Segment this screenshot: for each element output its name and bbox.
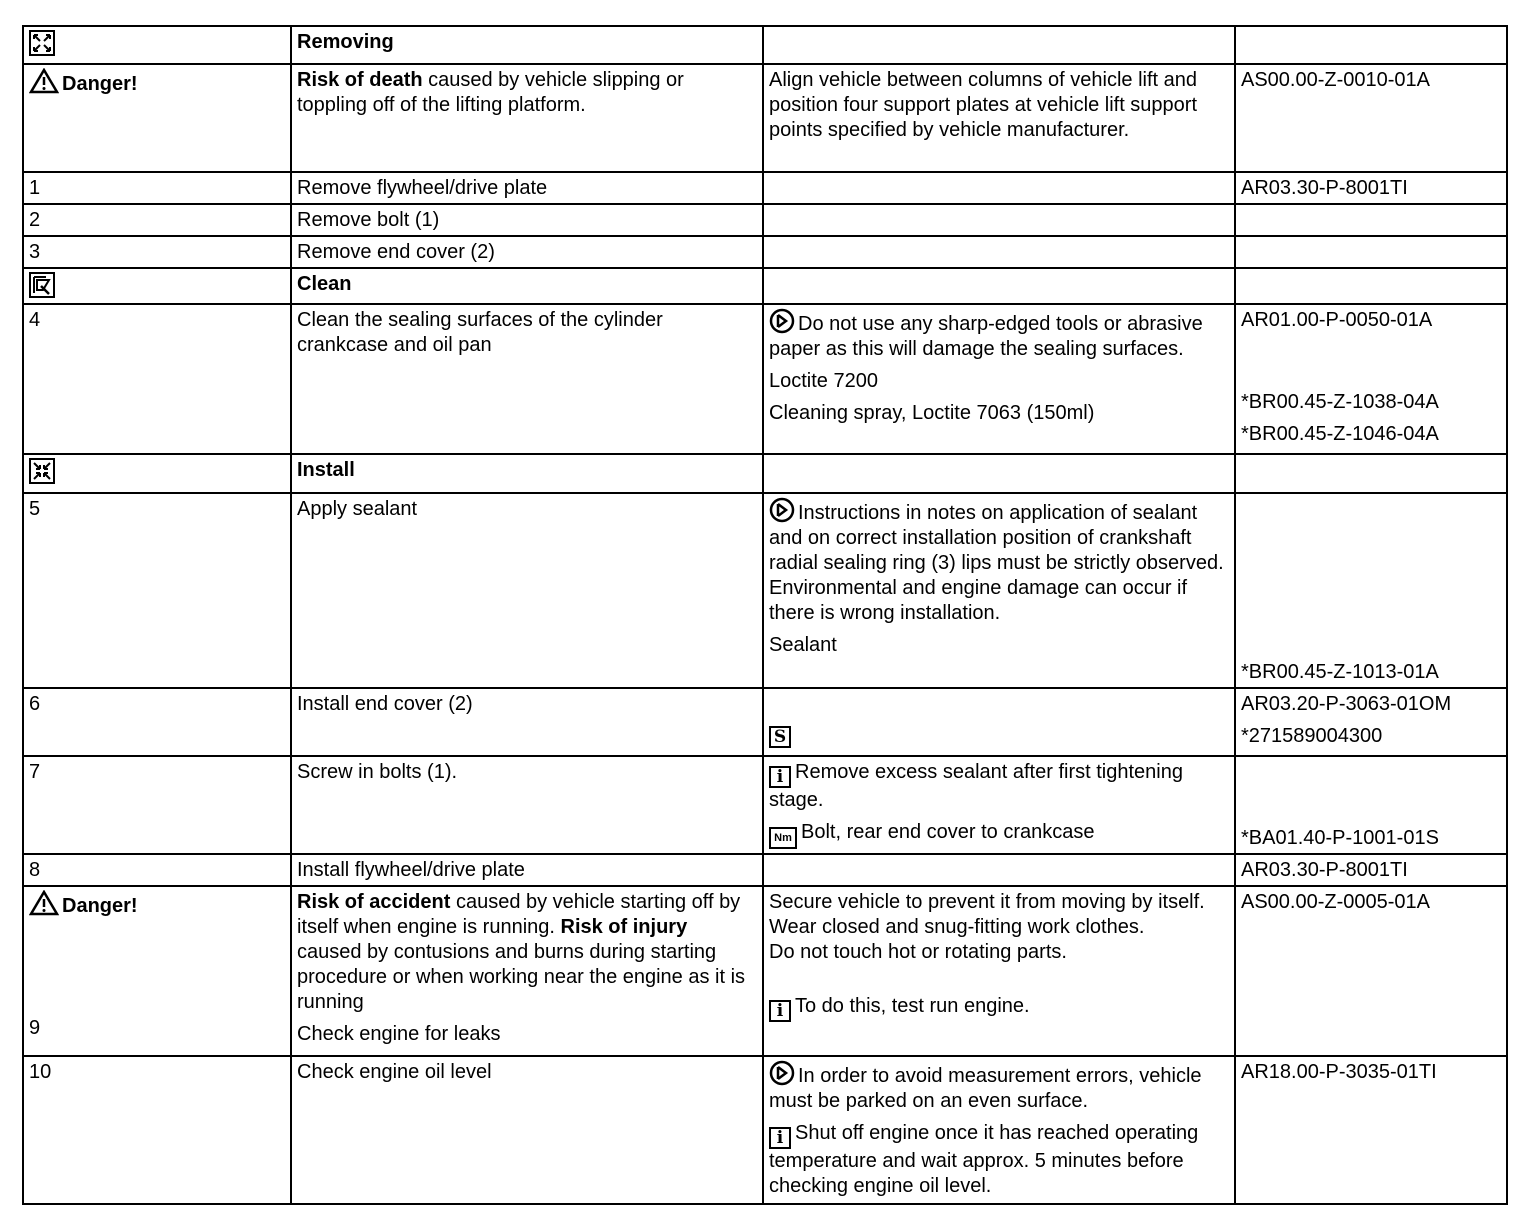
material-item: Loctite 7200	[769, 370, 878, 392]
caution-circle-icon	[769, 497, 795, 523]
note-text: In order to avoid measurement errors, vehicle must be parked on an even surface.	[769, 1065, 1202, 1112]
section-row-removing	[23, 26, 1507, 64]
info-text: To do this, test run engine.	[795, 995, 1030, 1017]
note-text: Instructions in notes on application of sealant and on correct installation position of crankshaft radial sealing ring (3) lips must be strictly observed. Environmental and engine damage can occur if there is wrong installation.	[769, 502, 1224, 624]
empty-cell	[1235, 236, 1507, 268]
instruction-cell	[763, 493, 1235, 688]
step-row	[23, 688, 1507, 756]
step-number: 3	[23, 236, 291, 268]
clean-icon-cell	[23, 268, 291, 304]
step-number: 9	[29, 1017, 41, 1039]
caution-note	[769, 497, 1229, 626]
instruction-cell	[763, 756, 1235, 854]
step-number: 1	[23, 172, 291, 204]
reference-link[interactable]: AR03.30-P-8001TI	[1235, 854, 1507, 886]
danger-heading	[29, 890, 285, 919]
step-number: 6	[23, 688, 291, 756]
install-arrows-icon	[29, 458, 55, 484]
empty-cell	[763, 268, 1235, 304]
reference-link[interactable]: *BR00.45-Z-1038-04A	[1241, 391, 1439, 413]
risk-desc: caused by contusions and burns during starting procedure or when working near the engine as it is running	[297, 941, 746, 1013]
info-note	[769, 994, 1229, 1022]
step-number: 7	[23, 756, 291, 854]
reference-link[interactable]: AS00.00-Z-0010-01A	[1235, 64, 1507, 172]
removing-icon-cell	[23, 26, 291, 64]
reference-link[interactable]: *BA01.40-P-1001-01S	[1241, 827, 1439, 849]
reference-link[interactable]: AR03.20-P-3063-01OM	[1241, 693, 1452, 715]
empty-cell	[1235, 268, 1507, 304]
empty-cell	[1235, 26, 1507, 64]
instruction-cell	[763, 688, 1235, 756]
step-row	[23, 304, 1507, 454]
instruction-cell	[763, 304, 1235, 454]
torque-note	[769, 820, 1229, 849]
instruction-text: Align vehicle between columns of vehicle lift and position four support plates at vehicle lift support points specified by vehicle manufacturer.	[763, 64, 1235, 172]
empty-cell	[763, 854, 1235, 886]
info-text: Shut off engine once it has reached operating temperature and wait approx. 5 minutes before checking engine oil level.	[769, 1122, 1199, 1197]
info-icon: i	[769, 1000, 791, 1022]
reference-link[interactable]: AR03.30-P-8001TI	[1235, 172, 1507, 204]
reference-cell	[1235, 493, 1507, 688]
step-text: Remove end cover (2)	[291, 236, 763, 268]
empty-cell	[763, 26, 1235, 64]
section-title: Removing	[291, 26, 763, 64]
section-title: Clean	[291, 268, 763, 304]
reference-cell	[1235, 688, 1507, 756]
step-row	[23, 236, 1507, 268]
info-text: Remove excess sealant after first tightening stage.	[769, 761, 1183, 811]
reference-link[interactable]: *BR00.45-Z-1046-04A	[1241, 423, 1439, 445]
step-number: 8	[23, 854, 291, 886]
step-text: Install end cover (2)	[291, 688, 763, 756]
empty-cell	[1235, 204, 1507, 236]
section-title: Install	[291, 454, 763, 493]
material-item: Sealant	[769, 634, 837, 656]
info-note	[769, 760, 1229, 813]
reference-link[interactable]: AS00.00-Z-0005-01A	[1235, 886, 1507, 1056]
info-note	[769, 1121, 1229, 1199]
step-text: Clean the sealing surfaces of the cylinder crankcase and oil pan	[291, 304, 763, 454]
danger-row	[23, 64, 1507, 172]
risk-title: Risk of accident	[297, 891, 451, 913]
step-text: Remove bolt (1)	[291, 204, 763, 236]
step-row	[23, 172, 1507, 204]
step-row	[23, 204, 1507, 236]
install-icon-cell	[23, 454, 291, 493]
risk-title: Risk of injury	[560, 916, 688, 938]
danger-row	[23, 886, 1507, 1056]
risk-text	[291, 64, 763, 172]
instruction-text: Wear closed and snug-fitting work clothes.	[769, 916, 1145, 938]
instruction-cell	[763, 886, 1235, 1056]
danger-cell	[23, 64, 291, 172]
reference-cell	[1235, 304, 1507, 454]
step-row	[23, 854, 1507, 886]
caution-note	[769, 1060, 1229, 1114]
torque-text: Bolt, rear end cover to crankcase	[801, 821, 1095, 843]
step-number: 5	[23, 493, 291, 688]
danger-cell	[23, 886, 291, 1056]
material-item: Cleaning spray, Loctite 7063 (150ml)	[769, 402, 1095, 424]
risk-desc: caused by vehicle slipping or toppling off of the lifting platform.	[297, 69, 684, 116]
step-text: Remove flywheel/drive plate	[291, 172, 763, 204]
risk-text	[297, 890, 757, 1015]
procedure-sheet	[22, 25, 1506, 1205]
step-row	[23, 1056, 1507, 1204]
instruction-cell	[763, 1056, 1235, 1204]
empty-cell	[763, 236, 1235, 268]
caution-circle-icon	[769, 308, 795, 334]
caution-note	[769, 308, 1229, 362]
reference-cell	[1235, 756, 1507, 854]
instruction-text: Secure vehicle to prevent it from moving by itself.	[769, 891, 1205, 913]
risk-desc: caused by vehicle starting off by itself when engine is running.	[297, 891, 741, 938]
warning-triangle-icon	[29, 890, 59, 916]
info-icon: i	[769, 766, 791, 788]
special-tool-icon: S	[769, 726, 791, 748]
step-number: 2	[23, 204, 291, 236]
step-text: Apply sealant	[291, 493, 763, 688]
step-text: Screw in bolts (1).	[291, 756, 763, 854]
step-row	[23, 493, 1507, 688]
reference-link[interactable]: AR18.00-P-3035-01TI	[1235, 1056, 1507, 1204]
section-row-install	[23, 454, 1507, 493]
danger-label: Danger!	[62, 73, 138, 95]
step-text: Check engine oil level	[291, 1056, 763, 1204]
reference-link[interactable]: AR01.00-P-0050-01A	[1241, 309, 1433, 331]
caution-circle-icon	[769, 1060, 795, 1086]
empty-cell	[763, 172, 1235, 204]
info-icon: i	[769, 1127, 791, 1149]
empty-cell	[763, 454, 1235, 493]
clean-icon	[29, 272, 55, 298]
danger-label: Danger!	[62, 895, 138, 917]
reference-link[interactable]: *BR00.45-Z-1013-01A	[1241, 661, 1439, 683]
step-number: 10	[23, 1056, 291, 1204]
risk-title: Risk of death	[297, 69, 423, 91]
remove-arrows-icon	[29, 30, 55, 56]
step-number: 4	[23, 304, 291, 454]
procedure-table	[22, 25, 1508, 1205]
instruction-text: Do not touch hot or rotating parts.	[769, 941, 1067, 963]
torque-nm-icon: Nm	[769, 827, 797, 849]
risk-cell	[291, 886, 763, 1056]
step-row	[23, 756, 1507, 854]
step-text: Check engine for leaks	[297, 1023, 501, 1045]
empty-cell	[1235, 454, 1507, 493]
note-text: Do not use any sharp-edged tools or abrasive paper as this will damage the sealing surfaces.	[769, 313, 1203, 360]
warning-triangle-icon	[29, 68, 59, 94]
empty-cell	[763, 204, 1235, 236]
tool-number[interactable]: *271589004300	[1241, 725, 1383, 747]
section-row-clean	[23, 268, 1507, 304]
step-text: Install flywheel/drive plate	[291, 854, 763, 886]
